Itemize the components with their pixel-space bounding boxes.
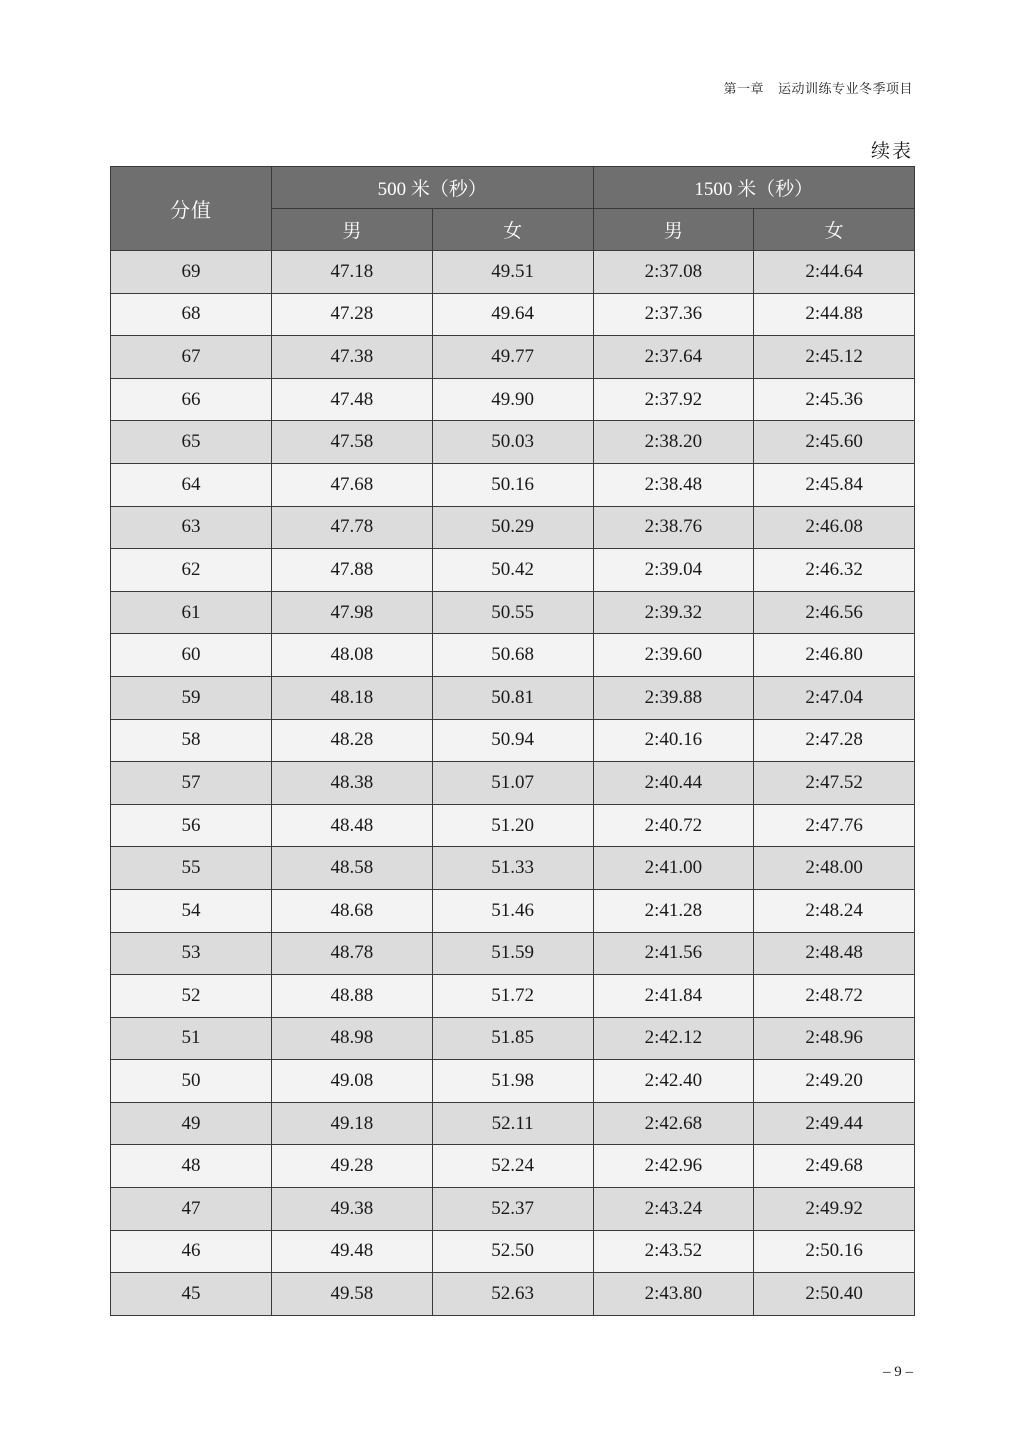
time-1500m-female-cell: 2:47.52: [754, 762, 915, 805]
score-cell: 63: [111, 506, 272, 549]
time-1500m-male-cell: 2:41.84: [593, 975, 754, 1018]
time-1500m-male-cell: 2:40.44: [593, 762, 754, 805]
time-500m-male-cell: 47.98: [272, 591, 433, 634]
time-1500m-male-cell: 2:39.88: [593, 676, 754, 719]
table-row: [111, 463, 915, 506]
time-1500m-female-cell: 2:48.00: [754, 847, 915, 890]
time-1500m-male-cell: 2:41.28: [593, 889, 754, 932]
table-row: [111, 1017, 915, 1060]
table-row: [111, 591, 915, 634]
time-500m-female-cell: 49.64: [432, 293, 593, 336]
time-500m-male-cell: 47.18: [272, 251, 433, 294]
header-row-groups: [111, 167, 915, 209]
time-1500m-female-cell: 2:46.32: [754, 549, 915, 592]
time-1500m-male-cell: 2:39.04: [593, 549, 754, 592]
time-500m-male-cell: 49.28: [272, 1145, 433, 1188]
group-header-500m: 500 米（秒）: [272, 167, 594, 209]
score-cell: 69: [111, 251, 272, 294]
score-cell: 54: [111, 889, 272, 932]
time-1500m-male-cell: 2:41.56: [593, 932, 754, 975]
score-cell: 68: [111, 293, 272, 336]
time-500m-female-cell: 51.98: [432, 1060, 593, 1103]
time-500m-male-cell: 48.48: [272, 804, 433, 847]
sub-header-500m-male: 男: [272, 209, 433, 251]
score-cell: 66: [111, 378, 272, 421]
table-row: [111, 889, 915, 932]
time-1500m-male-cell: 2:43.52: [593, 1230, 754, 1273]
table-header: [111, 167, 915, 251]
time-500m-male-cell: 47.88: [272, 549, 433, 592]
time-1500m-male-cell: 2:40.72: [593, 804, 754, 847]
time-500m-female-cell: 52.37: [432, 1188, 593, 1231]
score-cell: 48: [111, 1145, 272, 1188]
table-row: [111, 1230, 915, 1273]
time-1500m-female-cell: 2:44.64: [754, 251, 915, 294]
score-cell: 45: [111, 1273, 272, 1316]
group-header-1500m: 1500 米（秒）: [593, 167, 915, 209]
time-500m-male-cell: 47.48: [272, 378, 433, 421]
time-500m-male-cell: 49.08: [272, 1060, 433, 1103]
time-1500m-female-cell: 2:47.04: [754, 676, 915, 719]
running-header: [723, 78, 913, 97]
time-500m-female-cell: 50.68: [432, 634, 593, 677]
table-row: [111, 549, 915, 592]
time-500m-female-cell: 52.63: [432, 1273, 593, 1316]
table-row: [111, 1145, 915, 1188]
table-row: [111, 293, 915, 336]
score-cell: 64: [111, 463, 272, 506]
score-cell: 57: [111, 762, 272, 805]
table-row: [111, 847, 915, 890]
time-1500m-male-cell: 2:42.12: [593, 1017, 754, 1060]
time-500m-male-cell: 49.18: [272, 1102, 433, 1145]
time-1500m-female-cell: 2:46.56: [754, 591, 915, 634]
score-cell: 52: [111, 975, 272, 1018]
time-1500m-male-cell: 2:42.96: [593, 1145, 754, 1188]
time-500m-female-cell: 51.46: [432, 889, 593, 932]
time-1500m-male-cell: 2:42.68: [593, 1102, 754, 1145]
time-1500m-male-cell: 2:39.32: [593, 591, 754, 634]
time-1500m-female-cell: 2:48.24: [754, 889, 915, 932]
time-1500m-male-cell: 2:38.48: [593, 463, 754, 506]
time-500m-female-cell: 49.90: [432, 378, 593, 421]
time-1500m-male-cell: 2:41.00: [593, 847, 754, 890]
table-body: [111, 251, 915, 1316]
score-table: [110, 166, 915, 1316]
time-500m-male-cell: 48.08: [272, 634, 433, 677]
table-row: [111, 676, 915, 719]
time-1500m-male-cell: 2:42.40: [593, 1060, 754, 1103]
time-1500m-male-cell: 2:37.92: [593, 378, 754, 421]
time-1500m-female-cell: 2:47.28: [754, 719, 915, 762]
time-1500m-male-cell: 2:43.24: [593, 1188, 754, 1231]
score-cell: 59: [111, 676, 272, 719]
time-1500m-female-cell: 2:46.08: [754, 506, 915, 549]
time-1500m-female-cell: 2:45.60: [754, 421, 915, 464]
continued-label: 续表: [870, 141, 913, 162]
time-500m-male-cell: 48.38: [272, 762, 433, 805]
score-cell: 60: [111, 634, 272, 677]
time-500m-male-cell: 48.58: [272, 847, 433, 890]
time-1500m-female-cell: 2:49.20: [754, 1060, 915, 1103]
table-row: [111, 975, 915, 1018]
time-500m-female-cell: 49.51: [432, 251, 593, 294]
score-cell: 62: [111, 549, 272, 592]
table-row: [111, 506, 915, 549]
time-1500m-male-cell: 2:38.76: [593, 506, 754, 549]
table-row: [111, 762, 915, 805]
time-1500m-male-cell: 2:38.20: [593, 421, 754, 464]
score-cell: 61: [111, 591, 272, 634]
time-1500m-female-cell: 2:49.68: [754, 1145, 915, 1188]
time-500m-male-cell: 48.28: [272, 719, 433, 762]
table-row: [111, 1060, 915, 1103]
time-1500m-female-cell: 2:45.12: [754, 336, 915, 379]
score-cell: 51: [111, 1017, 272, 1060]
section-label: 运动训练专业冬季项目: [777, 81, 913, 96]
score-cell: 46: [111, 1230, 272, 1273]
time-1500m-female-cell: 2:50.16: [754, 1230, 915, 1273]
time-500m-female-cell: 51.33: [432, 847, 593, 890]
time-1500m-female-cell: 2:45.84: [754, 463, 915, 506]
time-500m-female-cell: 51.85: [432, 1017, 593, 1060]
time-500m-female-cell: 50.94: [432, 719, 593, 762]
time-1500m-male-cell: 2:37.36: [593, 293, 754, 336]
time-500m-male-cell: 48.98: [272, 1017, 433, 1060]
time-500m-female-cell: 51.72: [432, 975, 593, 1018]
table-row: [111, 378, 915, 421]
time-1500m-female-cell: 2:49.44: [754, 1102, 915, 1145]
time-1500m-female-cell: 2:45.36: [754, 378, 915, 421]
score-cell: 53: [111, 932, 272, 975]
time-1500m-female-cell: 2:47.76: [754, 804, 915, 847]
table-row: [111, 1102, 915, 1145]
table-row: [111, 1188, 915, 1231]
time-1500m-male-cell: 2:43.80: [593, 1273, 754, 1316]
table-row: [111, 719, 915, 762]
time-500m-female-cell: 49.77: [432, 336, 593, 379]
time-500m-female-cell: 52.24: [432, 1145, 593, 1188]
sub-header-1500m-male: 男: [593, 209, 754, 251]
time-500m-female-cell: 51.20: [432, 804, 593, 847]
time-500m-male-cell: 47.68: [272, 463, 433, 506]
time-1500m-female-cell: 2:44.88: [754, 293, 915, 336]
time-500m-female-cell: 50.55: [432, 591, 593, 634]
time-500m-male-cell: 49.48: [272, 1230, 433, 1273]
chapter-label: 第一章: [723, 81, 764, 96]
time-1500m-male-cell: 2:37.64: [593, 336, 754, 379]
time-500m-female-cell: 52.50: [432, 1230, 593, 1273]
page-number: – 9 –: [883, 1364, 913, 1380]
time-500m-male-cell: 48.78: [272, 932, 433, 975]
table-row: [111, 336, 915, 379]
time-500m-female-cell: 51.59: [432, 932, 593, 975]
time-1500m-male-cell: 2:40.16: [593, 719, 754, 762]
score-cell: 58: [111, 719, 272, 762]
table-row: [111, 932, 915, 975]
table-row: [111, 421, 915, 464]
score-cell: 65: [111, 421, 272, 464]
time-500m-female-cell: 52.11: [432, 1102, 593, 1145]
table-row: [111, 804, 915, 847]
sub-header-1500m-female: 女: [754, 209, 915, 251]
time-1500m-female-cell: 2:46.80: [754, 634, 915, 677]
time-500m-female-cell: 50.81: [432, 676, 593, 719]
time-1500m-female-cell: 2:48.72: [754, 975, 915, 1018]
time-500m-female-cell: 50.16: [432, 463, 593, 506]
time-1500m-female-cell: 2:48.48: [754, 932, 915, 975]
score-cell: 67: [111, 336, 272, 379]
score-column-header: 分值: [111, 167, 272, 251]
time-500m-male-cell: 48.68: [272, 889, 433, 932]
time-500m-male-cell: 47.58: [272, 421, 433, 464]
time-500m-female-cell: 50.29: [432, 506, 593, 549]
time-500m-female-cell: 51.07: [432, 762, 593, 805]
time-1500m-female-cell: 2:49.92: [754, 1188, 915, 1231]
time-500m-male-cell: 47.38: [272, 336, 433, 379]
time-500m-male-cell: 47.28: [272, 293, 433, 336]
score-cell: 56: [111, 804, 272, 847]
time-500m-male-cell: 48.88: [272, 975, 433, 1018]
time-500m-male-cell: 49.58: [272, 1273, 433, 1316]
time-500m-male-cell: 49.38: [272, 1188, 433, 1231]
score-cell: 55: [111, 847, 272, 890]
time-1500m-female-cell: 2:50.40: [754, 1273, 915, 1316]
score-cell: 50: [111, 1060, 272, 1103]
time-1500m-male-cell: 2:39.60: [593, 634, 754, 677]
sub-header-500m-female: 女: [432, 209, 593, 251]
table-row: [111, 251, 915, 294]
time-500m-female-cell: 50.03: [432, 421, 593, 464]
time-1500m-female-cell: 2:48.96: [754, 1017, 915, 1060]
table-row: [111, 1273, 915, 1316]
time-500m-male-cell: 48.18: [272, 676, 433, 719]
table-row: [111, 634, 915, 677]
time-500m-male-cell: 47.78: [272, 506, 433, 549]
score-cell: 49: [111, 1102, 272, 1145]
time-1500m-male-cell: 2:37.08: [593, 251, 754, 294]
time-500m-female-cell: 50.42: [432, 549, 593, 592]
score-cell: 47: [111, 1188, 272, 1231]
